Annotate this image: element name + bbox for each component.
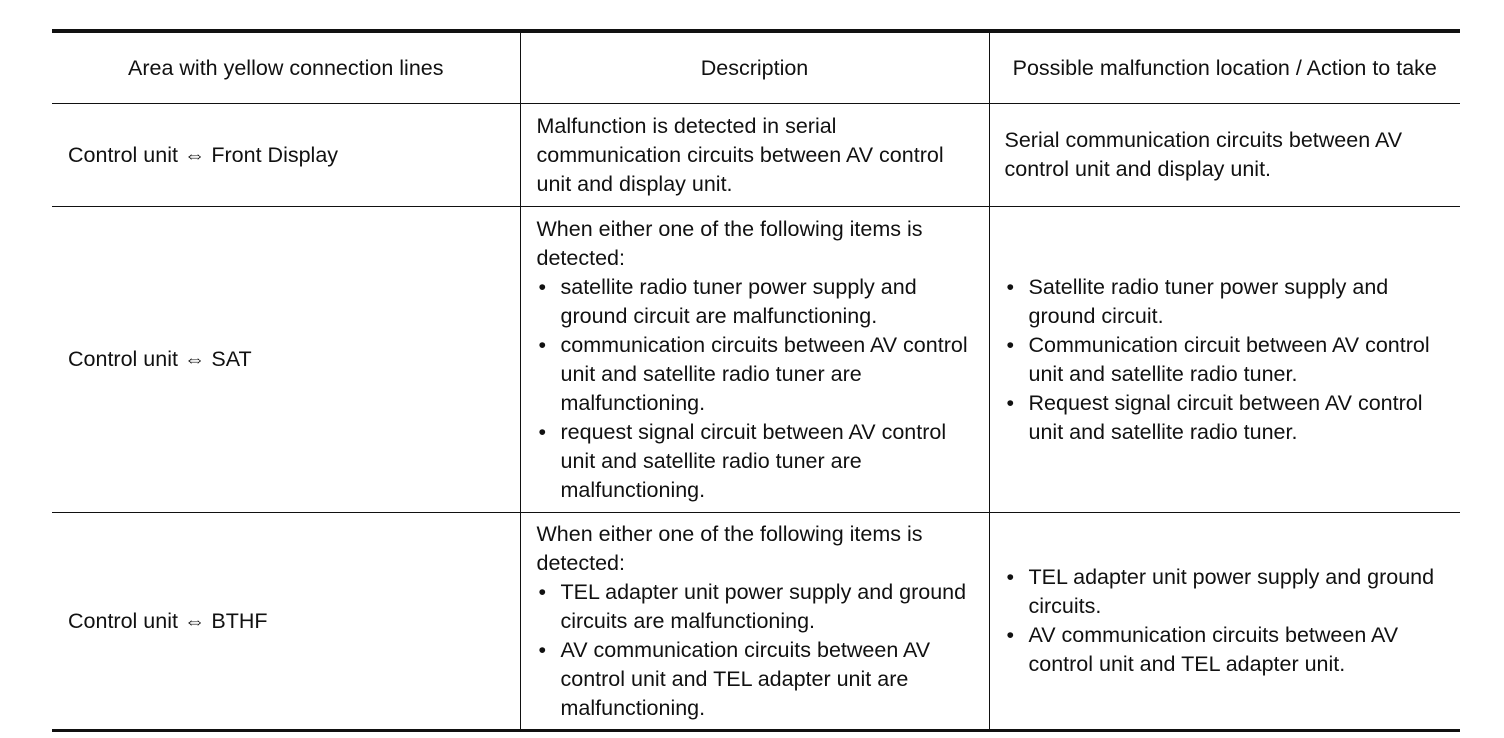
description-list [537, 273, 977, 505]
header-area: Area with yellow connection lines [52, 31, 520, 104]
area-cell: Control unit ⇔ SAT [52, 207, 520, 513]
description-cell: Malfunction is detected in serial communication circuits between AV control unit and display unit. [520, 104, 989, 207]
list-item: • AV communication circuits between AV control unit and TEL adapter unit. [1005, 621, 1449, 679]
area-cell: Control unit ⇔ BTHF [52, 513, 520, 731]
action-cell [989, 207, 1460, 513]
description-cell [520, 513, 989, 731]
table-row [52, 104, 1460, 207]
diagnosis-table [52, 29, 1460, 732]
description-intro: When either one of the following items is detected: [536, 521, 923, 575]
header-description: Description [520, 31, 989, 104]
action-list [1005, 563, 1449, 679]
area-cell: Control unit ⇔ Front Display [52, 104, 520, 207]
description-intro: When either one of the following items is detected: [536, 216, 923, 270]
table-header-row [52, 31, 1460, 104]
action-cell: Serial communication circuits between AV control unit and display unit. [989, 104, 1460, 207]
table-row [52, 513, 1460, 731]
table-row [52, 207, 1460, 513]
list-item: • Communication circuit between AV control unit and satellite radio tuner. [1005, 331, 1449, 389]
list-item: • Satellite radio tuner power supply and ground circuit. [1005, 273, 1449, 331]
description-cell [520, 207, 989, 513]
list-item: • communication circuits between AV control unit and satellite radio tuner are malfunctioning. [537, 331, 977, 418]
list-item: • satellite radio tuner power supply and ground circuit are malfunctioning. [537, 273, 977, 331]
list-item: • Request signal circuit between AV control unit and satellite radio tuner. [1005, 389, 1449, 447]
diagnosis-table-container [52, 29, 1460, 732]
list-item: • TEL adapter unit power supply and ground circuits are malfunctioning. [537, 578, 977, 636]
action-list [1005, 273, 1449, 447]
list-item: • request signal circuit between AV control unit and satellite radio tuner are malfunctioning. [537, 418, 977, 505]
description-list [537, 578, 977, 723]
action-cell [989, 513, 1460, 731]
list-item: • AV communication circuits between AV control unit and TEL adapter unit are malfunctioning. [537, 636, 977, 723]
header-action: Possible malfunction location / Action to take [989, 31, 1460, 104]
list-item: • TEL adapter unit power supply and ground circuits. [1005, 563, 1449, 621]
